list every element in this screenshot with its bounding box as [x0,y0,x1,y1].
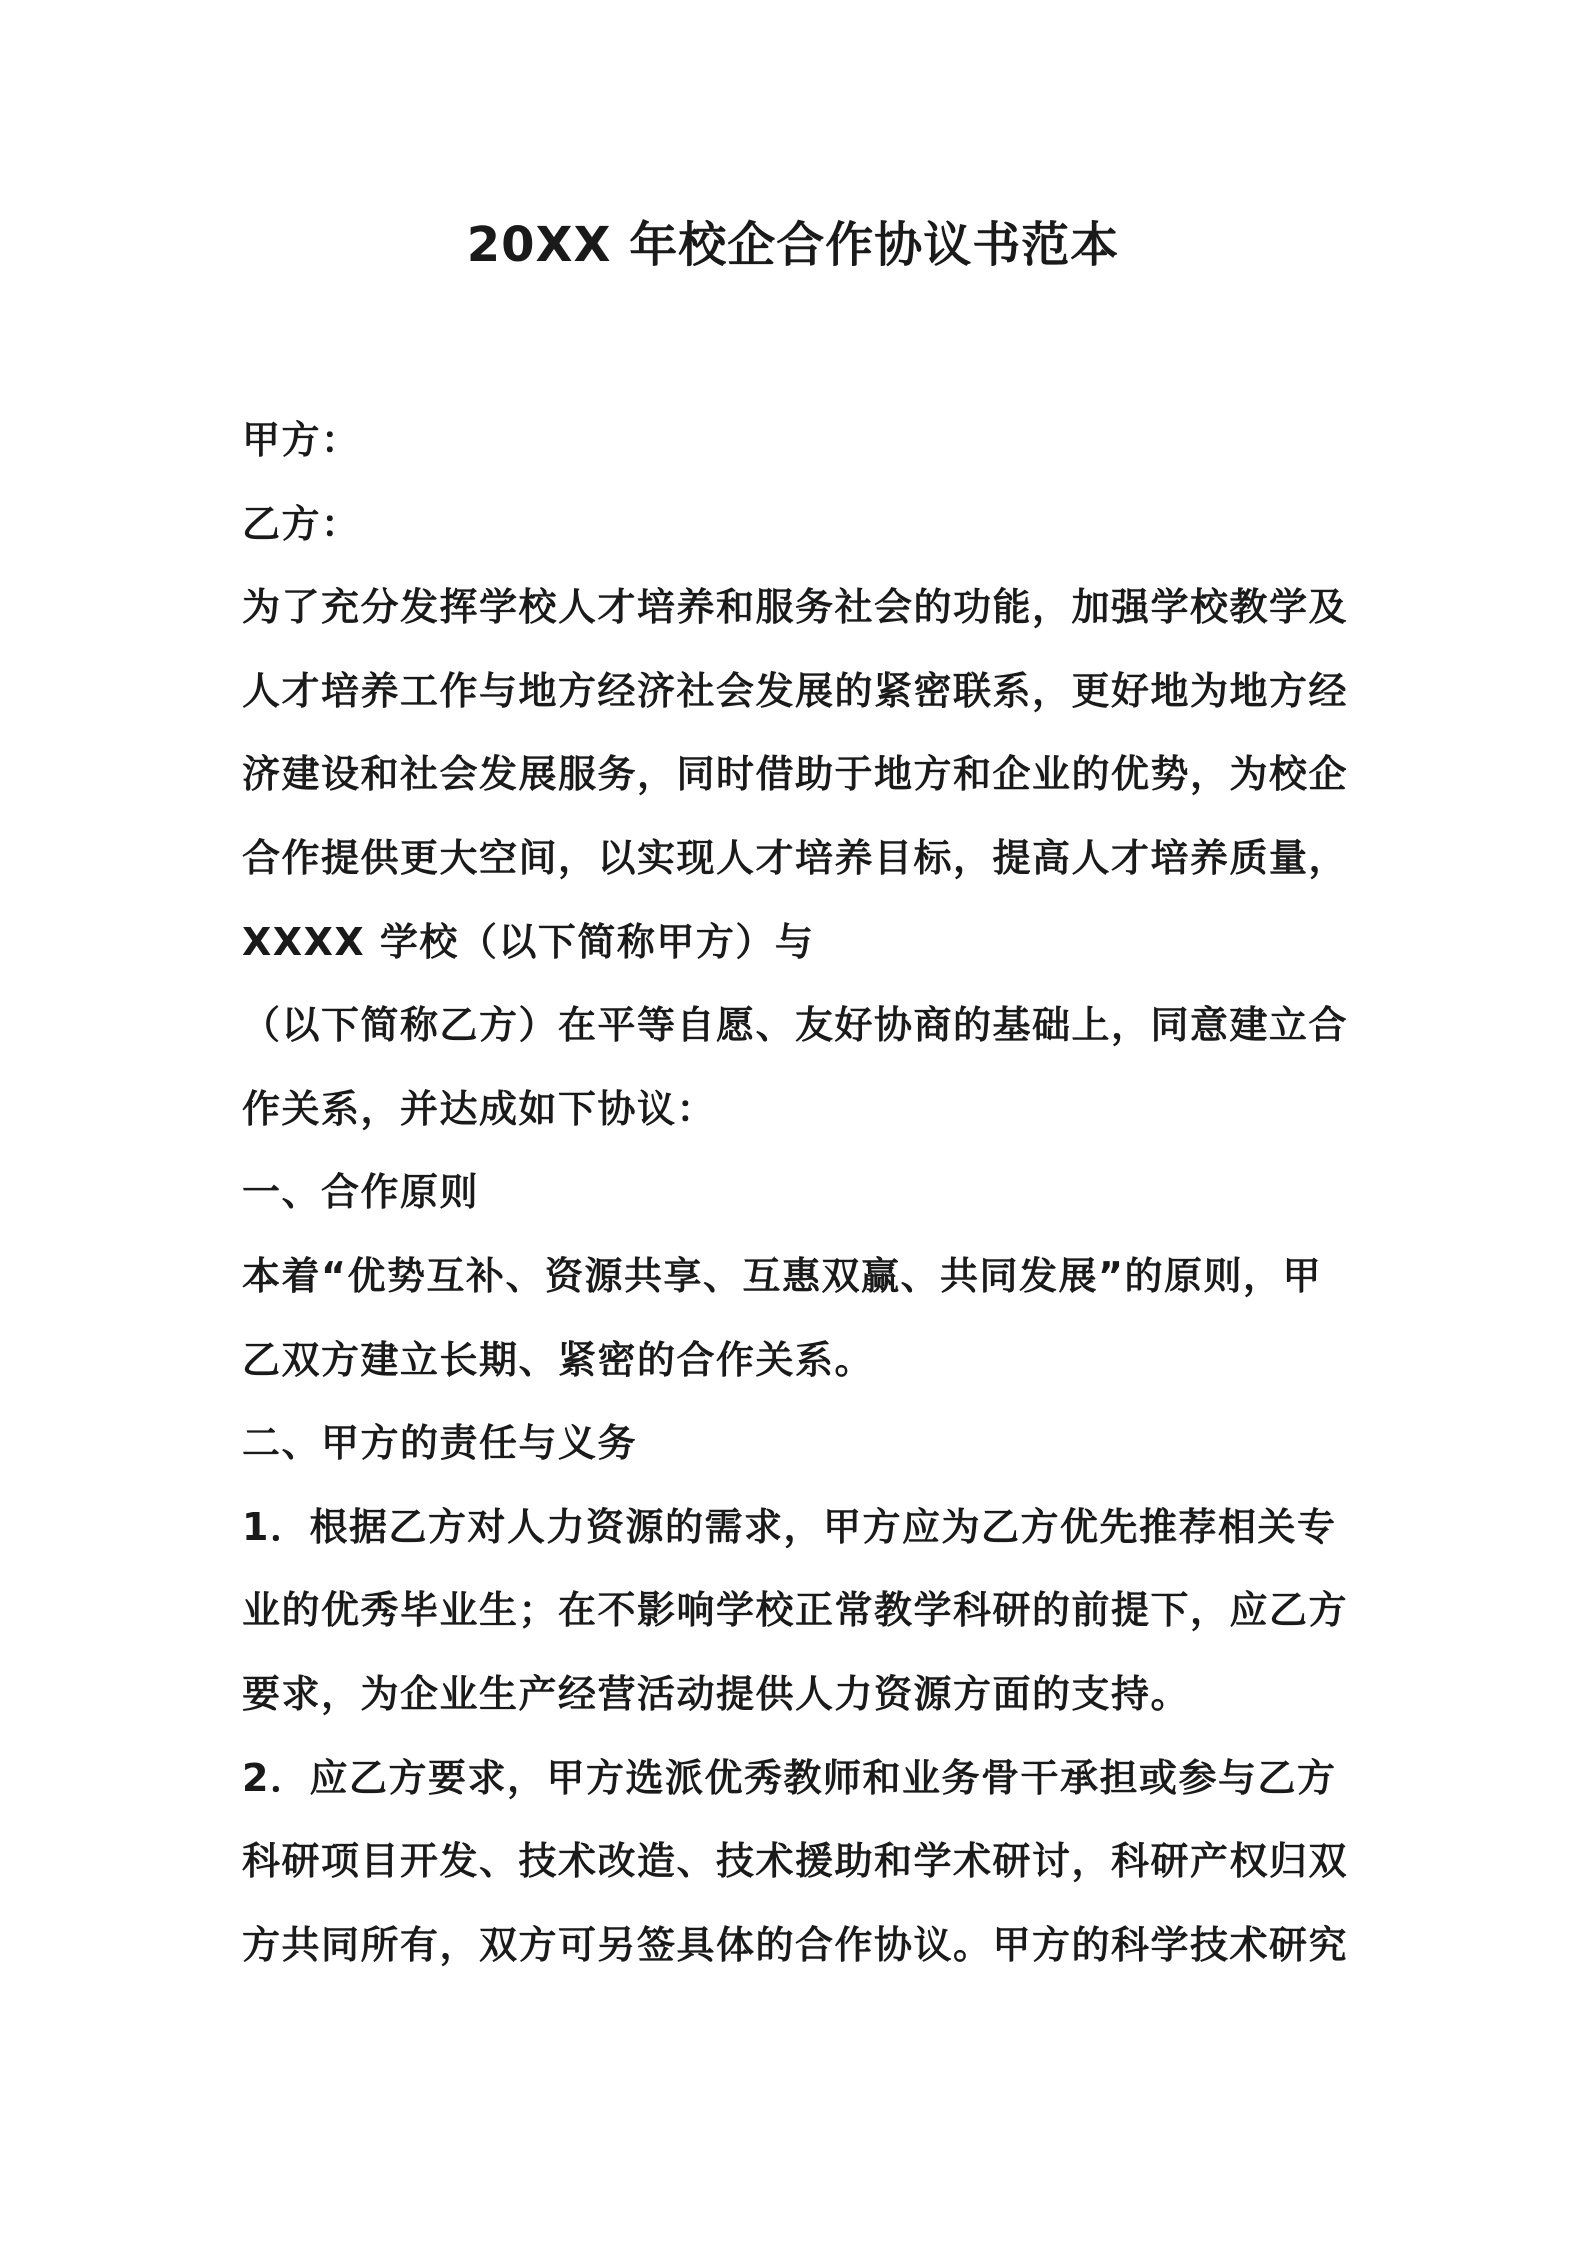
clause-1-line: 业的优秀毕业生；在不影响学校正常教学科研的前提下，应乙方 [242,1588,1349,1633]
body-text-line: （以下简称乙方）在平等自愿、友好协商的基础上，同意建立合 [242,1003,1349,1048]
body-text-line: 本着“优势互补、资源共享、互惠双赢、共同发展”的原则，甲 [242,1253,1322,1298]
clause-2-line: 科研项目开发、技术改造、技术援助和学术研讨，科研产权归双 [242,1839,1349,1884]
document-title: 20XX 年校企合作协议书范本 [466,217,1120,273]
body-text-line: 合作提供更大空间，以实现人才培养目标，提高人才培养质量， [242,835,1349,880]
clause-2-line: 方共同所有，双方可另签具体的合作协议。甲方的科学技术研究 [242,1922,1349,1967]
body-text-line: 人才培养工作与地方经济社会发展的紧密联系，更好地为地方经 [242,668,1349,713]
section-heading-2: 二、甲方的责任与义务 [242,1421,638,1466]
body-text-line: 济建设和社会发展服务，同时借助于地方和企业的优势，为校企 [242,752,1349,797]
body-text-line: 乙双方建立长期、紧密的合作关系。 [242,1337,875,1382]
body-text-line: XXXX 学校（以下简称甲方）与 [242,919,815,964]
party-a-line: 甲方： [242,418,361,462]
section-heading-1: 一、合作原则 [242,1170,480,1215]
party-b-line: 乙方： [242,501,361,546]
body-text-line: 作关系，并达成如下协议： [242,1086,717,1131]
document-body [242,399,1352,1987]
clause-1-line: 1．根据乙方对人力资源的需求，甲方应为乙方优先推荐相关专 [242,1504,1337,1549]
clause-1-line: 要求，为企业生产经营活动提供人力资源方面的支持。 [242,1671,1191,1716]
body-text-line: 为了充分发挥学校人才培养和服务社会的功能，加强学校教学及 [242,585,1349,630]
clause-2-line: 2．应乙方要求，甲方选派优秀教师和业务骨干承担或参与乙方 [242,1755,1337,1800]
